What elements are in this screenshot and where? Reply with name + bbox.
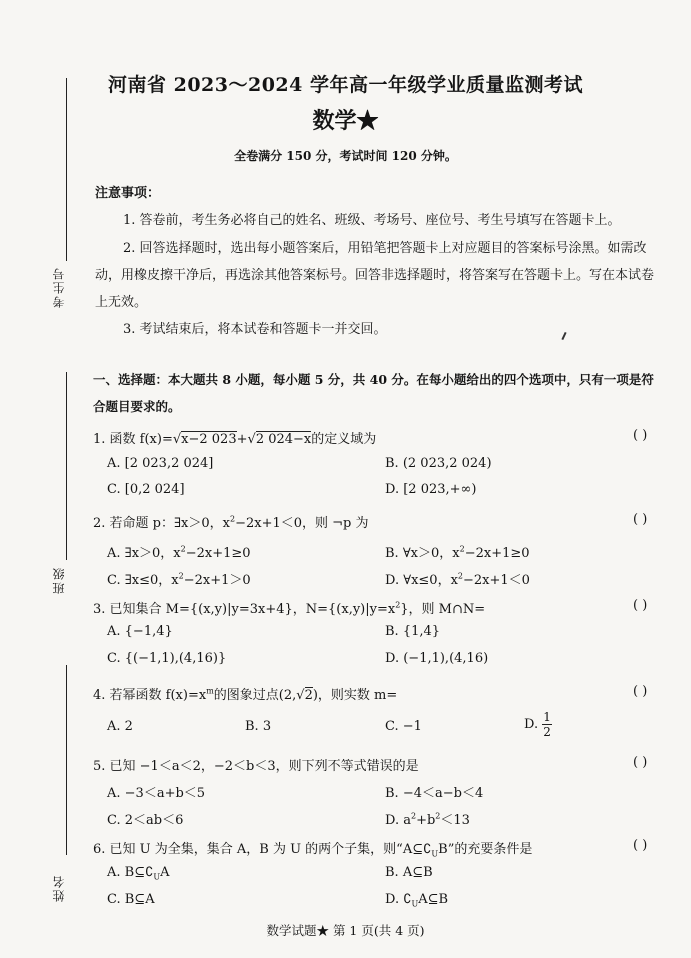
notice-heading: 注意事项： [95,186,161,201]
question-6-option-a [107,865,170,882]
notice-item-2-line-3: 上无效。 [95,295,148,310]
sqrt-icon: √ [172,432,182,447]
question-3-answer-paren: ( ) [633,598,648,613]
question-4-option-b: B. 3 [245,719,272,734]
question-1-radicand-2: 2 024−x [255,432,312,447]
fraction-one-half [542,710,552,739]
binding-class-label: 班级 [52,566,66,594]
question-6-option-d [385,892,448,909]
question-1-stem-a: 1. 函数 f(x)= [93,432,173,447]
question-2-option-d-a: D. ∀x≤0，x [385,573,458,588]
page-footer: 数学试题★ 第 1 页(共 4 页) [266,923,425,938]
question-5-option-d-a: D. a [385,813,411,828]
question-4-stem-b: 的图象过点(2, [213,688,297,703]
question-5-stem: 5. 已知 −1＜a＜2，−2＜b＜3，则下列不等式错误的是 [93,759,419,774]
question-6-option-d-sub: U [411,899,419,909]
question-3-option-d: D. (−1,1),(4,16) [385,651,489,666]
notice-item-3: 3. 考试结束后，将本试卷和答题卡一并交回。 [123,322,387,337]
question-2-option-c-b: −2x+1＞0 [183,573,251,588]
question-6-subscript: U [431,849,439,859]
question-2-superscript: 2 [229,514,236,524]
question-6-option-a-a: A. B⊆∁ [107,865,154,880]
question-5-option-d-sup-2: 2 [435,811,441,821]
question-3-option-a: A. {−1,4} [107,624,173,639]
question-2-option-b [385,542,530,561]
question-2-option-a [107,542,251,561]
question-6-option-d-b: A⊆B [418,892,449,907]
question-3-stem-b: }，则 M∩N= [400,602,486,617]
question-1-option-b: B. (2 023,2 024) [385,456,492,471]
binding-line-low [66,665,67,855]
section-heading-line-2: 合题目要求的。 [93,399,181,414]
question-5-option-b: B. −4＜a−b＜4 [385,786,484,801]
question-2-stem [93,512,369,531]
question-4-option-c: C. −1 [385,719,422,734]
question-5-option-c: C. 2＜ab＜6 [107,813,184,828]
question-4-option-a: A. 2 [107,719,133,734]
question-2-option-c [107,569,251,588]
question-2-option-a-b: −2x+1≥0 [185,546,251,561]
binding-line-mid [66,372,67,560]
fraction-denominator: 2 [543,725,551,739]
question-6-option-a-sub: U [153,872,161,882]
question-2-option-c-a: C. ∃x≤0，x [107,573,179,588]
question-1-answer-paren: ( ) [633,428,648,443]
question-3-option-b: B. {1,4} [385,624,441,639]
question-4-option-d [524,710,552,739]
question-6-stem [93,838,532,859]
page-title: 河南省 2023～2024 学年高一年级学业质量监测考试 [108,74,583,96]
question-3-superscript: 2 [395,600,401,610]
subject-title: 数学★ [312,108,379,134]
question-3-option-c: C. {(−1,1),(4,16)} [107,651,227,666]
question-3-stem [93,598,485,617]
question-1-option-d: D. [2 023,+∞) [385,482,477,497]
question-2-option-c-sup: 2 [178,571,184,581]
question-6-option-d-a: D. ∁ [385,892,412,907]
question-5-option-d-sup-1: 2 [410,811,417,821]
question-6-stem-a: 6. 已知 U 为全集，集合 A，B 为 U 的两个子集，则“A⊆∁ [93,842,432,857]
question-4-radicand: 2 [304,688,313,703]
question-4-stem-a: 4. 若幂函数 f(x)=x [93,688,207,703]
sqrt-icon: √ [247,432,256,447]
question-5-option-d-c: ＜13 [440,813,470,828]
question-2-stem-b: −2x+1＜0，则 ¬p 为 [235,516,369,531]
question-5-answer-paren: ( ) [633,755,648,770]
question-3-stem-a: 3. 已知集合 M={(x,y)|y=3x+4}，N={(x,y)|y=x [93,602,396,617]
question-1-stem [93,428,376,447]
question-6-option-a-b: A [160,865,170,880]
question-6-option-c: C. B⊆A [107,892,155,907]
binding-line-top [66,78,67,261]
sqrt-icon: √ [296,688,305,703]
question-1-plus: + [236,432,248,447]
question-2-answer-paren: ( ) [633,512,648,527]
question-4-stem [93,684,397,703]
section-heading-line-1: 一、选择题：本大题共 8 小题，每小题 5 分，共 40 分。在每小题给出的四个选项中，只有一项是符 [93,372,654,387]
question-6-answer-paren: ( ) [633,838,648,853]
notice-item-1: 1. 答卷前，考生务必将自己的姓名、班级、考场号、座位号、考生号填写在答题卡上。 [123,213,621,228]
question-5-option-d-b: +b [416,813,436,828]
question-2-stem-a: 2. 若命题 p：∃x＞0，x [93,516,230,531]
question-4-option-d-label: D. [524,717,539,732]
question-6-stem-b: B”的充要条件是 [438,842,533,857]
question-1-radicand-1: x−2 023 [181,432,237,447]
question-6-option-b: B. A⊆B [385,865,433,880]
question-4-answer-paren: ( ) [633,684,648,699]
question-2-option-a-a: A. ∃x＞0，x [107,546,181,561]
question-5-option-a: A. −3＜a+b＜5 [107,786,206,801]
question-5-option-d [385,809,470,828]
question-2-option-d [385,569,530,588]
question-1-stem-b: 的定义域为 [311,432,377,447]
fraction-numerator: 1 [543,710,551,724]
question-1-option-a: A. [2 023,2 024] [107,456,214,471]
question-4-stem-c: )，则实数 m= [312,688,398,703]
question-2-option-b-sup: 2 [459,544,465,554]
question-2-option-a-sup: 2 [180,544,186,554]
question-2-option-b-b: −2x+1≥0 [464,546,530,561]
exam-note: 全卷满分 150 分，考试时间 120 分钟。 [234,149,457,163]
question-2-option-b-a: B. ∀x＞0，x [385,546,460,561]
question-2-option-d-sup: 2 [457,571,463,581]
pen-mark [561,332,566,340]
notice-item-2-line-1: 2. 回答选择题时，选出每小题答案后，用铅笔把答题卡上对应题目的答案标号涂黑。如需改 [123,241,647,256]
question-2-option-d-b: −2x+1＜0 [463,573,530,588]
binding-exam-no-label: 考生号 [52,266,66,308]
binding-name-label: 姓名 [52,874,66,902]
question-1-option-c: C. [0,2 024] [107,482,185,497]
question-4-superscript: m [206,686,214,696]
notice-item-2-line-2: 动，用橡皮擦干净后，再选涂其他答案标号。回答非选择题时，将答案写在答题卡上。写在本试卷 [95,268,655,283]
